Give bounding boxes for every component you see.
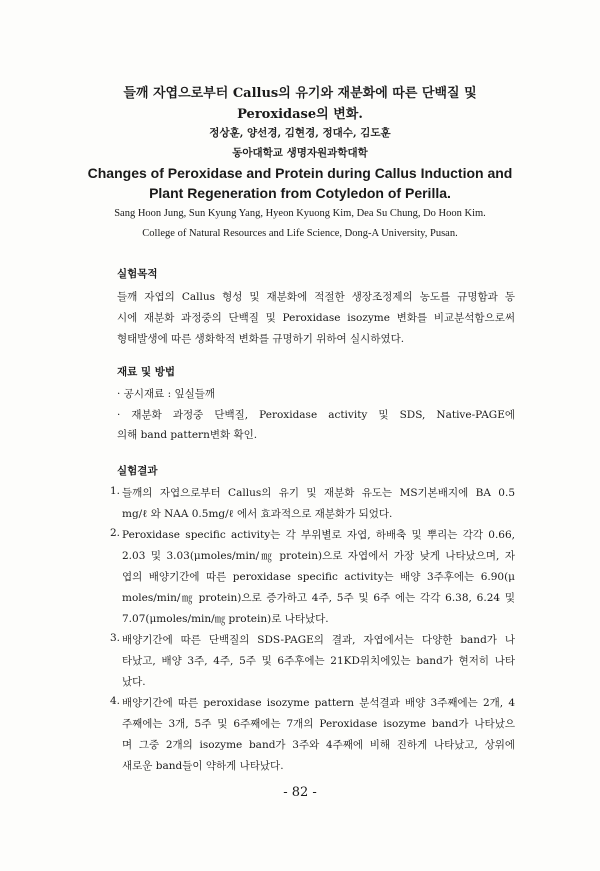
result-line: 타났고, 배양 3주, 4주, 5주 및 6주후에는 21KD위치에있는 band가 현저히 나타	[122, 655, 515, 667]
purpose-line: 시에 재분화 과정중의 단백질 및 Peroxidase isozyme 변화를 비교분석함으로써	[117, 312, 515, 324]
result-line: mg/ℓ 와 NAA 0.5mg/ℓ 에서 효과적으로 재분화가 되었다.	[122, 508, 393, 520]
result-line: 주째에는 3개, 5주 및 6주째에는 7개의 Peroxidase isozyme band가 나타났으	[122, 718, 515, 730]
result-number: 2.	[110, 527, 121, 539]
page-number: - 82 -	[283, 785, 317, 800]
result-line: 며 그중 2개의 isozyme band가 3주와 4주째에 비해 진하게 나타났고, 상위에	[122, 739, 515, 751]
result-number: 1.	[110, 485, 121, 497]
korean-title-line-1: 들깨 자엽으로부터 Callus의 유기와 재분화에 따른 단백질 및	[123, 86, 477, 101]
result-line: 7.07(μmoles/min/㎎ protein)로 나타났다.	[122, 613, 329, 625]
result-line: moles/min/㎎ protein)으로 증가하고 4주, 5주 및 6주 에는 각각 6.38, 6.24 및	[122, 592, 515, 604]
english-affiliation: College of Natural Resources and Life Science, Dong-A University, Pusan.	[142, 228, 458, 239]
result-number: 4.	[110, 695, 121, 707]
english-authors: Sang Hoon Jung, Sun Kyung Yang, Hyeon Kyuong Kim, Dea Su Chung, Do Hoon Kim.	[114, 208, 486, 219]
methods-line: 의해 band pattern변화 확인.	[117, 429, 258, 441]
methods-heading: 재료 및 방법	[117, 366, 176, 378]
purpose-line: 들깨 자엽의 Callus 형성 및 재분화에 적절한 생장조정제의 농도를 규명함과 동	[117, 291, 515, 303]
results-heading: 실험결과	[117, 465, 158, 477]
english-title-line-2: Plant Regeneration from Cotyledon of Perilla.	[149, 185, 451, 201]
result-line: 배양기간에 따른 peroxidase isozyme pattern 분석결과 배양 3주째에는 2개, 4	[122, 697, 515, 709]
result-line: 엽의 배양기간에 따른 peroxidase specific activity는 배양 3주후에는 6.90(μ	[122, 571, 515, 583]
result-line: 2.03 및 3.03(μmoles/min/㎎ protein)으로 자엽에서 가장 낮게 나타났으며, 자	[122, 550, 515, 562]
result-number: 3.	[110, 632, 121, 644]
result-line: Peroxidase specific activity는 각 부위별로 자엽, 하배축 및 뿌리는 각각 0.66,	[122, 529, 515, 541]
result-line: 들깨의 자엽으로부터 Callus의 유기 및 재분화 유도는 MS기본배지에 BA 0.5	[122, 487, 515, 499]
methods-line: · 공시재료 : 잎실들깨	[117, 388, 216, 400]
result-line: 났다.	[122, 676, 146, 688]
english-title-line-1: Changes of Peroxidase and Protein during Callus Induction and	[87, 165, 513, 181]
korean-affiliation: 동아대학교 생명자원과학대학	[232, 147, 368, 159]
methods-line: · 재분화 과정중 단백질, Peroxidase activity 및 SDS, Native-PAGE에	[117, 409, 515, 421]
result-line: 새로운 band들이 약하게 나타났다.	[122, 760, 284, 772]
purpose-heading: 실험목적	[117, 268, 158, 280]
korean-authors: 정상훈, 양선경, 김현경, 정대수, 김도훈	[209, 127, 391, 139]
korean-title-line-2: Peroxidase의 변화.	[237, 107, 363, 122]
purpose-line: 형태발생에 따른 생화학적 변화를 규명하기 위하여 실시하였다.	[117, 333, 405, 345]
result-line: 배양기간에 따른 단백질의 SDS-PAGE의 결과, 자엽에서는 다양한 band가 나	[122, 634, 515, 646]
